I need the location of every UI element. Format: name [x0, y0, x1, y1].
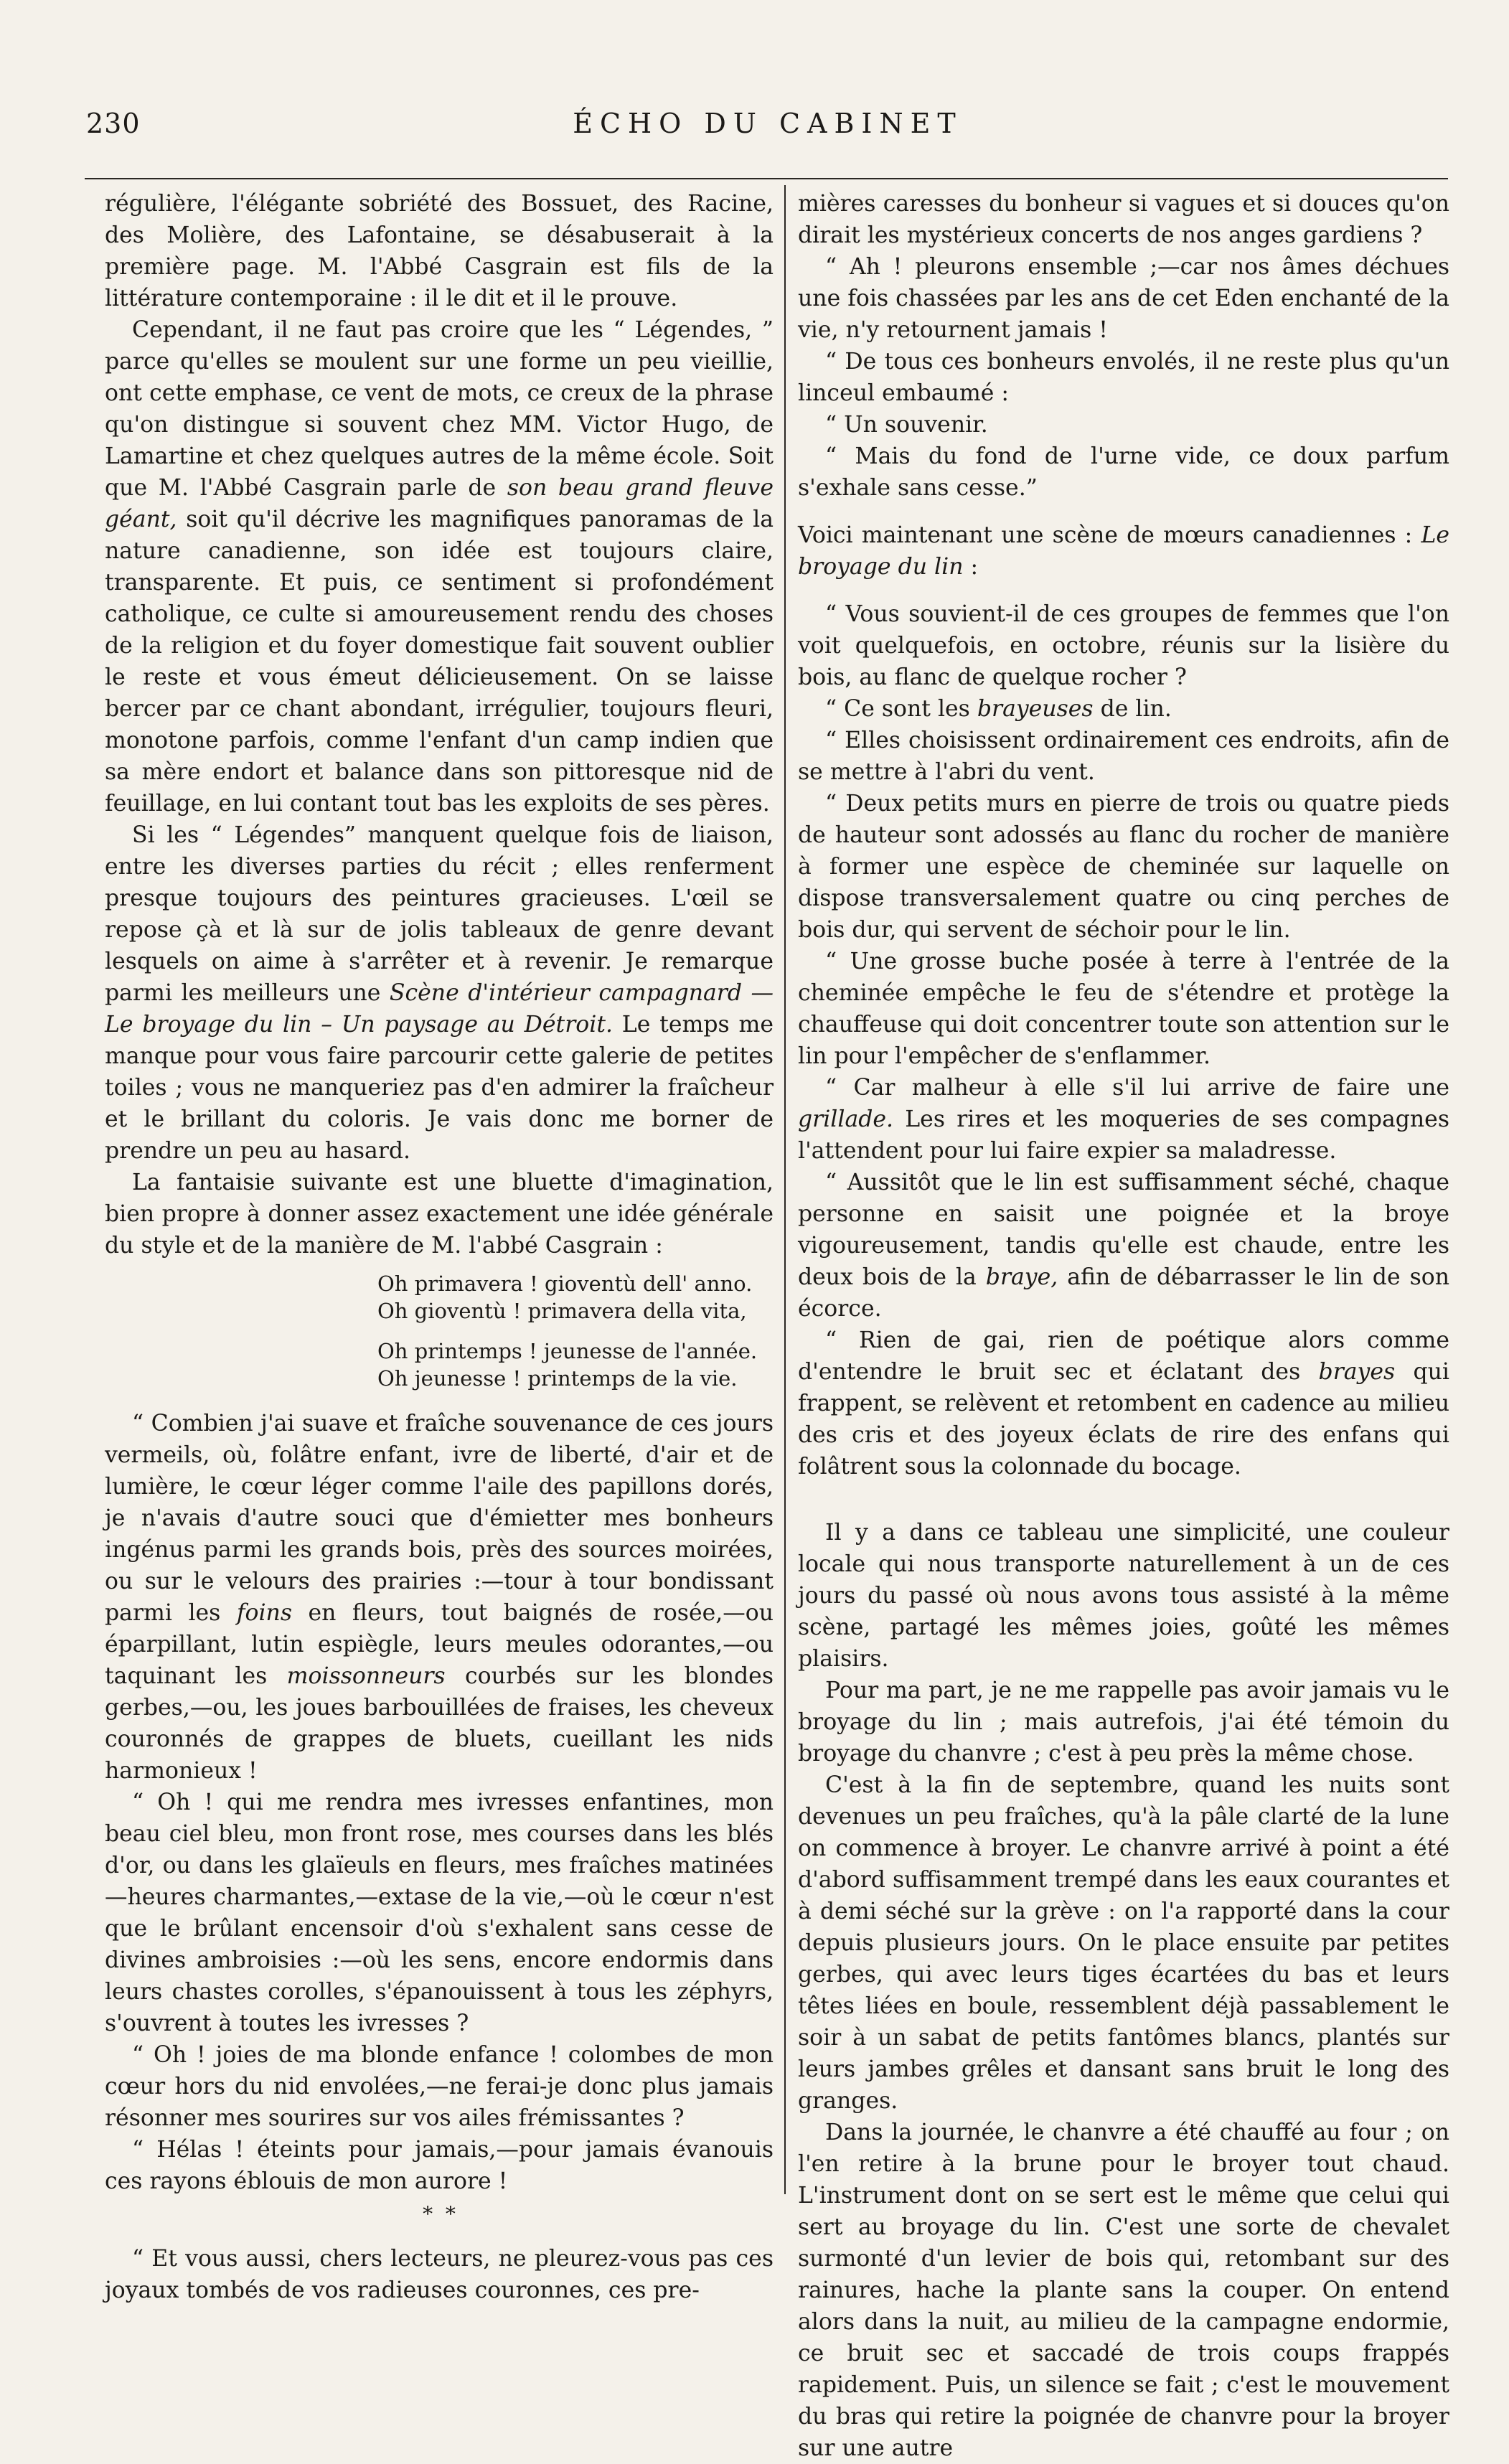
italic-run: brayeuses [977, 696, 1094, 722]
verse-line: Oh printemps ! jeunesse de l'année. [377, 1339, 758, 1363]
text-run: “ Rien de gai, rien de poétique alors comme d'entendre le bruit sec et éclatant des [798, 1327, 1449, 1385]
paragraph [105, 314, 774, 819]
text-run: “ Ce sont les [825, 696, 977, 722]
quote-paragraph [105, 1408, 774, 1787]
quote-paragraph [798, 1325, 1449, 1482]
verse-epigraph [377, 1270, 774, 1392]
page-number: 230 [86, 108, 141, 139]
italic-run: braye, [985, 1264, 1058, 1290]
paragraph: Pour ma part, je ne me rappelle pas avoir jamais vu le broyage du lin ; mais autrefois, j'ai été témoin du broyage du chanvre ; c'est à peu près la même chose. [798, 1678, 1449, 1767]
quote-paragraph [798, 1072, 1449, 1167]
running-title: ÉCHO DU CABINET [573, 108, 963, 139]
italic-run: grillade. [798, 1106, 894, 1132]
text-run: afin de débarrasser le lin de son écorce. [798, 1264, 1449, 1322]
paragraph [798, 519, 1449, 583]
left-column [105, 188, 774, 2306]
text-run: qui frappent, se relèvent et retombent en cadence au milieu des cris et des joyeux éclats de rire des enfans qui folâtrent sous la colonnade du bocage. [798, 1359, 1449, 1480]
quote-paragraph: “ Hélas ! éteints pour jamais,—pour jamais évanouis ces rayons éblouis de mon aurore ! [105, 2137, 774, 2194]
text-run: Cependant, il ne faut pas croire que les “ Légendes, ” parce qu'elles se moulent sur une forme un peu vieillie, ont cette emphase, ce vent de mots, ce creux de la phrase qu'on distingue si souvent chez MM. Victor Hugo, de Lamartine et chez quelques autres de la même école. Soit que M. l'Abbé Casgrain parle de [105, 317, 774, 501]
text-run: “ Car malheur à elle s'il lui arrive de faire une [825, 1075, 1449, 1101]
quote-paragraph: “ Oh ! joies de ma blonde enfance ! colombes de mon cœur hors du nid envolées,—ne ferai-je donc plus jamais résonner mes sourires sur vos ailes frémissantes ? [105, 2042, 774, 2131]
quote-paragraph [798, 1167, 1449, 1325]
text-run: “ Aussitôt que le lin est suffisamment séché, chaque personne en saisit une poignée et la broye vigoureusement, tandis qu'elle est chaude, entre les deux bois de la [798, 1170, 1449, 1290]
text-run: “ Combien j'ai suave et fraîche souvenance de ces jours vermeils, où, folâtre enfant, ivre de liberté, d'air et de lumière, le cœur léger comme l'aile des papillons dorés, je n'avais d'autre souci que d'émietter mes bonheurs ingénus parmi les grands bois, près des sources moirées, ou sur le velours des prairies :—tour à tour bondissant parmi les [105, 1411, 774, 1626]
column-divider [784, 185, 786, 2194]
quote-paragraph: “ Deux petits murs en pierre de trois ou quatre pieds de hauteur sont adossés au flanc du rocher de manière à former une espèce de cheminée sur laquelle on dispose transversalement quatre ou cinq perches de bois dur, qui servent de séchoir pour le lin. [798, 791, 1449, 943]
italic-run: son beau grand fleuve géant, [105, 475, 774, 532]
paragraph: Il y a dans ce tableau une simplicité, une couleur locale qui nous transporte naturellement à un de ces jours du passé où nous avons tous assisté à la même scène, partagé les mêmes joies, goûté les mêmes plaisirs. [798, 1520, 1449, 1672]
quote-paragraph: “ Mais du fond de l'urne vide, ce doux parfum s'exhale sans cesse.” [798, 443, 1449, 501]
quote-paragraph: “ Ah ! pleurons ensemble ;—car nos âmes déchues une fois chassées par les ans de cet Eden enchanté de la vie, n'y retournent jamais ! [798, 254, 1449, 343]
paragraph: Dans la journée, le chanvre a été chauffé au four ; on l'en retire à la brune pour le broyer tout chaud. L'instrument dont on se sert est le même que celui qui sert au broyage du lin. C'est une sorte de chevalet surmonté d'un levier de bois qui, retombant sur des rainures, hache la plante sans la couper. On entend alors dans la nuit, au milieu de la campagne endormie, ce bruit sec et saccadé de trois coups frappés rapidement. Puis, un silence se fait ; c'est le mouvement du bras qui retire la poignée de chanvre pour la broyer sur une autre [798, 2120, 1449, 2461]
verse-line: Oh primavera ! gioventù dell' anno. [377, 1271, 753, 1296]
text-run: en fleurs, tout baignés de rosée,—ou éparpillant, lutin espiègle, leurs meules odorantes,—ou taquinant les [105, 1600, 774, 1689]
italic-run: Scène d'intérieur campagnard —Le broyage du lin – Un paysage au Détroit. [105, 980, 774, 1038]
italic-run: moissonneurs [286, 1663, 446, 1689]
section-ornament: * * [423, 2202, 456, 2226]
quote-paragraph: “ Oh ! qui me rendra mes ivresses enfantines, mon beau ciel bleu, mon front rose, mes courses dans les blés d'or, ou dans les glaïeuls en fleurs, mes fraîches matinées—heures charmantes,—extase de la vie,—où le cœur n'est que le brûlant encensoir d'où s'exhalent sans cesse de divines ambroisies :—où les sens, encore endormis dans leurs chastes corolles, s'épanouissent à tous les zéphyrs, s'ouvrent à toutes les ivresses ? [105, 1790, 774, 2036]
quote-paragraph: “ Vous souvient-il de ces groupes de femmes que l'on voit quelquefois, en octobre, réunis sur la lisière du bois, au flanc de quelque rocher ? [798, 601, 1449, 690]
quote-paragraph: “ Une grosse buche posée à terre à l'entrée de la cheminée empêche le feu de s'étendre et protège la chauffeuse qui doit concentrer toute son attention sur le lin pour l'empêcher de s'enflammer. [798, 949, 1449, 1069]
paragraph: La fantaisie suivante est une bluette d'imagination, bien propre à donner assez exactement une idée générale du style et de la manière de M. l'abbé Casgrain : [105, 1170, 774, 1259]
italic-run: Le broyage du lin [798, 522, 1449, 580]
right-column [798, 188, 1449, 2464]
text-run: Les rires et les moqueries de ses compagnes l'attendent pour lui faire expier sa maladresse. [798, 1106, 1449, 1164]
text-run: Le temps me manque pour vous faire parcourir cette galerie de petites toiles ; vous ne manqueriez pas d'en admirer la fraîcheur et le brillant du coloris. Je vais donc me borner de prendre un peu au hasard. [105, 1012, 774, 1164]
quote-paragraph: “ Un souvenir. [825, 412, 988, 438]
quote-paragraph: “ Et vous aussi, chers lecteurs, ne pleurez-vous pas ces joyaux tombés de vos radieuses couronnes, ces pre- [105, 2246, 774, 2303]
quote-paragraph [798, 693, 1449, 725]
italic-run: foins [236, 1600, 292, 1626]
text-run: Voici maintenant une scène de mœurs canadiennes : [798, 522, 1421, 548]
italic-run: brayes [1318, 1359, 1396, 1385]
text-run: de lin. [1093, 696, 1172, 722]
paragraph [105, 819, 774, 1167]
text-run: : [963, 554, 979, 580]
paragraph: C'est à la fin de septembre, quand les nuits sont devenues un peu fraîches, qu'à la pâle clarté de la lune on commence à broyer. Le chanvre arrivé à point a été d'abord suffisamment trempé dans les eaux courantes et à demi séché sur la grève : on l'a rapporté dans la cour depuis plusieurs jours. On le place ensuite par petites gerbes, qui avec leurs tiges écartées du bas et leurs têtes liées en boule, ressemblent déjà passablement le soir à un sabat de petits fantômes blancs, plantés sur leurs jambes grêles et dansant sans bruit le long des granges. [798, 1772, 1449, 2114]
quote-paragraph: mières caresses du bonheur si vagues et si douces qu'on dirait les mystérieux concerts de nos anges gardiens ? [798, 191, 1449, 248]
quote-paragraph: “ Elles choisissent ordinairement ces endroits, afin de se mettre à l'abri du vent. [798, 728, 1449, 785]
text-run: soit qu'il décrive les magnifiques panoramas de la nature canadienne, son idée est toujours claire, transparente. Et puis, ce sentiment si profondément catholique, ce culte si amoureusement rendu des choses de la religion et du foyer domestique fait souvent oublier le reste et vous émeut délicieusement. On se laisse bercer par ce chant abondant, irrégulier, toujours fleuri, monotone parfois, comme l'enfant d'un camp indien que sa mère endort et balance dans son pittoresque nid de feuillage, en lui contant tout bas les exploits de ses pères. [105, 507, 774, 817]
verse-line: Oh gioventù ! primavera della vita, [377, 1299, 747, 1323]
text-run: courbés sur les blondes gerbes,—ou, les joues barbouillées de fraises, les cheveux couronnés de grappes de bluets, cueillant les nids harmonieux ! [105, 1663, 774, 1784]
header-rule [85, 178, 1448, 179]
verse-line: Oh jeunesse ! printemps de la vie. [377, 1366, 738, 1391]
text-run: Si les “ Légendes” manquent quelque fois de liaison, entre les diverses parties du récit ; elles renferment presque toujours des peintures gracieuses. L'œil se repose çà et là sur de jolis tableaux de genre devant lesquels on aime à s'arrêter et à revenir. Je remarque parmi les meilleurs une [105, 822, 774, 1006]
paragraph: régulière, l'élégante sobriété des Bossuet, des Racine, des Molière, des Lafontaine, se désabuserait à la première page. M. l'Abbé Casgrain est fils de la littérature contemporaine : il le dit et il le prouve. [105, 191, 774, 311]
page-header [86, 108, 1449, 158]
quote-paragraph: “ De tous ces bonheurs envolés, il ne reste plus qu'un linceul embaumé : [798, 349, 1449, 406]
